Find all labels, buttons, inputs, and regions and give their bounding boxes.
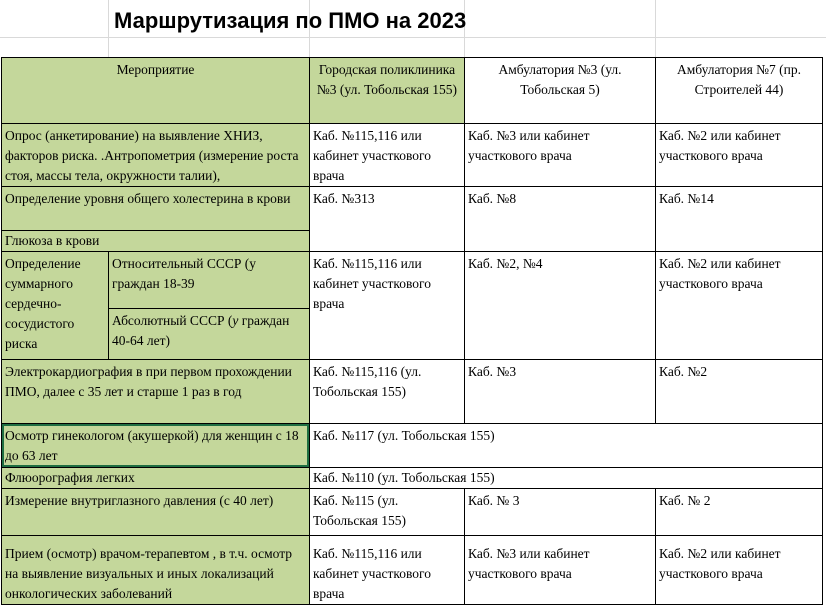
row-label-survey[interactable]: Опрос (анкетирование) на выявление ХНИЗ, факторов риска. .Антропометрия (измерение роста стоя, массы тела, окружности талии), [2,124,310,187]
cell-cvrisk-amb3[interactable]: Каб. №2, №4 [465,252,656,360]
cell-iop-amb7[interactable]: Каб. № 2 [656,489,823,536]
cell-therapist-poly[interactable]: Каб. №115,116 или кабинет участкового врача [310,536,465,605]
header-amb7[interactable]: Амбулатория №7 (пр. Строителей 44) [656,58,823,124]
row-label-glucose[interactable]: Глюкоза в крови [2,231,310,252]
table-row-cvrisk-relative [2,252,823,309]
cell-iop-amb3[interactable]: Каб. № 3 [465,489,656,536]
row-label-cholesterol[interactable]: Определение уровня общего холестерина в крови [2,187,310,231]
cell-iop-poly[interactable]: Каб. №115 (ул. Тобольская 155) [310,489,465,536]
routing-table [1,57,823,605]
header-event[interactable]: Мероприятие [2,58,310,124]
cell-survey-amb7[interactable]: Каб. №2 или кабинет участкового врача [656,124,823,187]
row-label-iop[interactable]: Измерение внутриглазного давления (с 40 лет) [2,489,310,536]
cell-gyn-value[interactable]: Каб. №117 (ул. Тобольская 155) [310,424,823,468]
header-poly[interactable]: Городская поликлиника №3 (ул. Тобольская 155) [310,58,465,124]
cell-ecg-poly[interactable]: Каб. №115,116 (ул. Тобольская 155) [310,360,465,424]
row-label-therapist[interactable]: Прием (осмотр) врачом-терапевтом , в т.ч. осмотр на выявление визуальных и иных локализаций онкологических заболеваний [2,536,310,605]
table-row-gyn [2,424,823,468]
table-row-survey [2,124,823,187]
header-row [2,58,823,124]
cell-therapist-amb7[interactable]: Каб. №2 или кабинет участкового врача [656,536,823,605]
table-row-iop [2,489,823,536]
sheet-gridline [0,37,826,38]
row-label-cvrisk[interactable]: Определение суммарного сердечно-сосудистого риска [2,252,109,360]
absolute-text-prefix: Абсолютный СССР ( [112,313,233,328]
cell-cholesterol-amb3[interactable]: Каб. №8 [465,187,656,252]
cell-cholesterol-poly[interactable]: Каб. №313 [310,187,465,252]
cell-cvrisk-amb7[interactable]: Каб. №2 или кабинет участкового врача [656,252,823,360]
absolute-text-suffix: граждан 40-64 лет) [112,313,290,348]
cell-ecg-amb7[interactable]: Каб. №2 [656,360,823,424]
cell-survey-poly[interactable]: Каб. №115,116 или кабинет участкового врача [310,124,465,187]
table-row-fluoro [2,468,823,489]
absolute-text-italic: у [232,313,239,328]
cell-cvrisk-poly[interactable]: Каб. №115,116 или кабинет участкового врача [310,252,465,360]
table-row-ecg [2,360,823,424]
row-label-ecg[interactable]: Электрокардиография в при первом прохождении ПМО, далее с 35 лет и старше 1 раз в год [2,360,310,424]
cell-survey-amb3[interactable]: Каб. №3 или кабинет участкового врача [465,124,656,187]
cell-therapist-amb3[interactable]: Каб. №3 или кабинет участкового врача [465,536,656,605]
row-sublabel-relative[interactable]: Относительный СССР (у граждан 18-39 [109,252,310,309]
row-label-gyn[interactable]: Осмотр гинекологом (акушеркой) для женщин с 18 до 63 лет [2,424,310,468]
sheet-gridline [655,0,656,58]
sheet-gridline [108,0,109,58]
cell-fluoro-value[interactable]: Каб. №110 (ул. Тобольская 155) [310,468,823,489]
cell-cholesterol-amb7[interactable]: Каб. №14 [656,187,823,252]
page-title: Маршрутизация по ПМО на 2023 [114,8,467,33]
row-label-fluoro[interactable]: Флюорография легких [2,468,310,489]
header-amb3[interactable]: Амбулатория №3 (ул. Тобольская 5) [465,58,656,124]
table-row-cholesterol [2,187,823,231]
cell-ecg-amb3[interactable]: Каб. №3 [465,360,656,424]
row-sublabel-absolute[interactable] [109,309,310,360]
table-row-therapist [2,536,823,605]
